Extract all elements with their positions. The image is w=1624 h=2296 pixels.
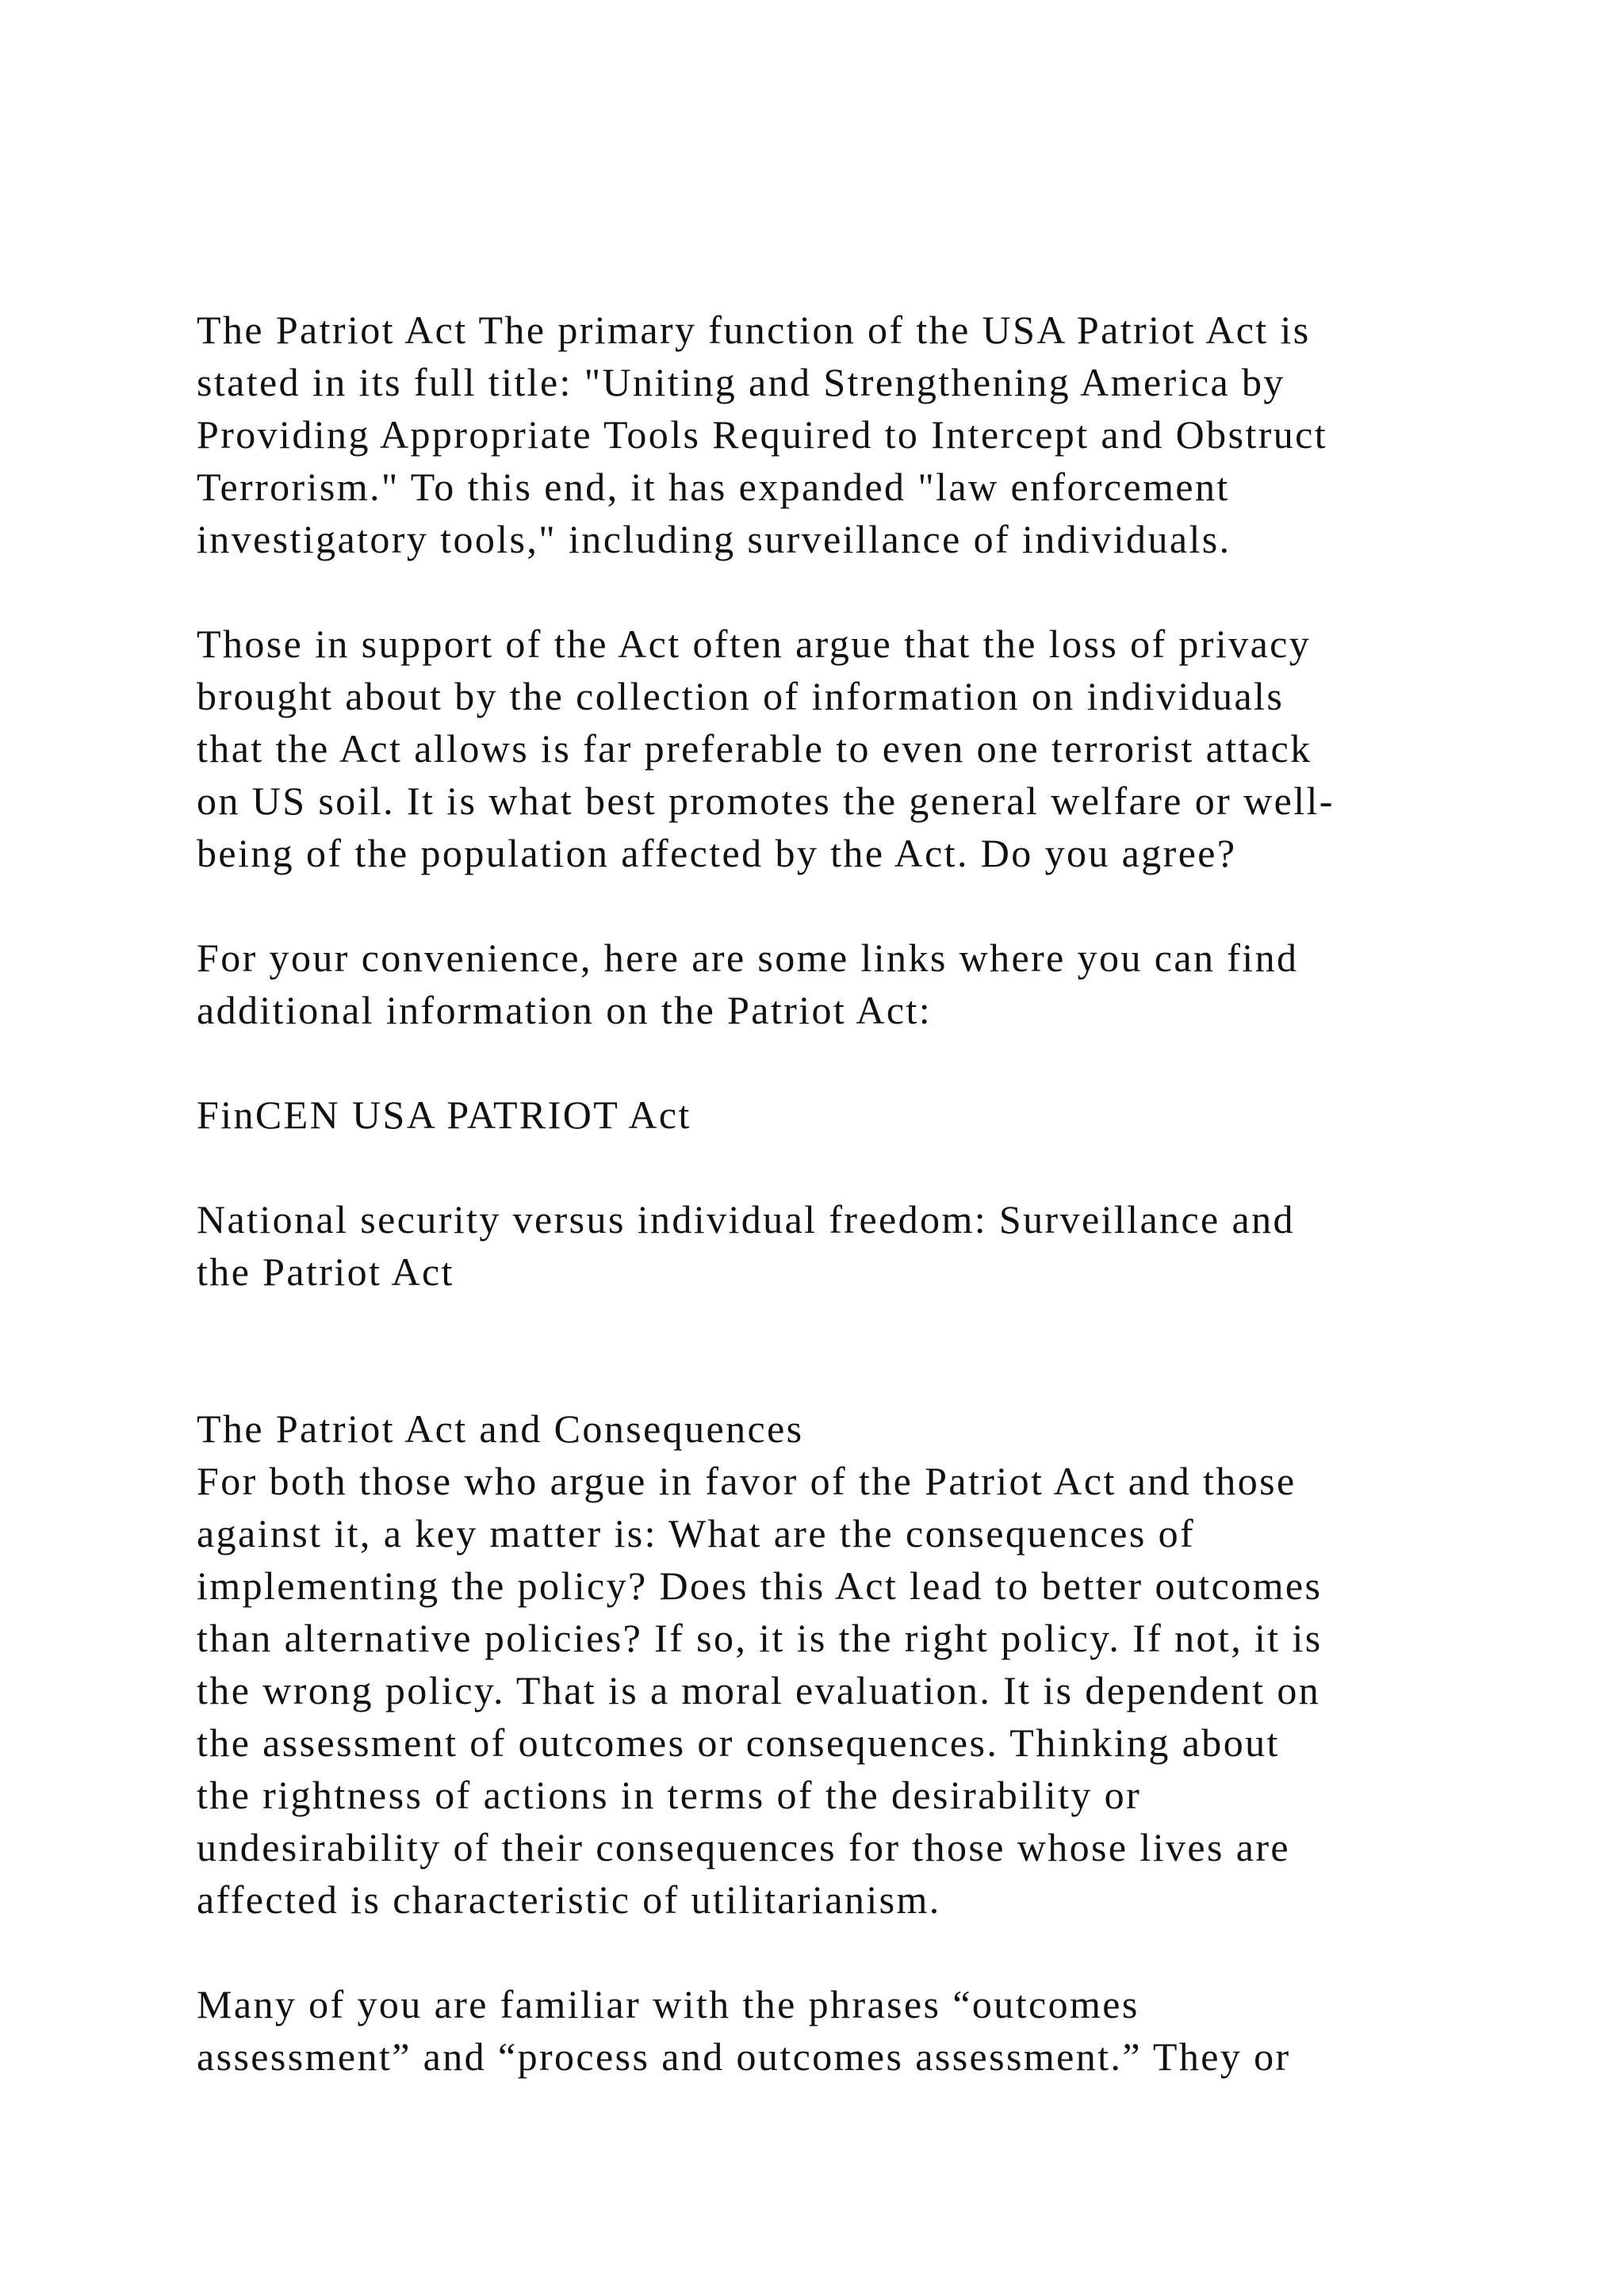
link-national-security: the Patriot Act	[197, 1249, 454, 1294]
body-line: The Patriot Act The primary function of the USA Patriot Act is	[197, 308, 1311, 352]
body-line: assessment” and “process and outcomes assessment.” They or	[197, 2034, 1291, 2079]
body-line: investigatory tools," including surveillance of individuals.	[197, 517, 1231, 561]
body-line: the wrong policy. That is a moral evaluation. It is dependent on	[197, 1668, 1321, 1712]
link-national-security: National security versus individual freedom: Surveillance and	[197, 1197, 1295, 1242]
body-line: than alternative policies? If so, it is the right policy. If not, it is	[197, 1616, 1323, 1660]
body-line: implementing the policy? Does this Act lead to better outcomes	[197, 1563, 1323, 1608]
link-fincen: FinCEN USA PATRIOT Act	[197, 1093, 691, 1137]
body-line: Many of you are familiar with the phrases “outcomes	[197, 1982, 1139, 2026]
body-line: For both those who argue in favor of the Patriot Act and those	[197, 1459, 1297, 1503]
body-line: that the Act allows is far preferable to even one terrorist attack	[197, 726, 1312, 771]
paragraph-gap	[197, 1350, 1465, 1402]
body-line: For your convenience, here are some links where you can find	[197, 936, 1299, 980]
body-line: undesirability of their consequences for those whose lives are	[197, 1825, 1290, 1869]
body-line: against it, a key matter is: What are the consequences of	[197, 1511, 1196, 1556]
body-line: additional information on the Patriot Act:	[197, 988, 933, 1032]
body-line: being of the population affected by the Act. Do you agree?	[197, 831, 1237, 875]
paragraph-gap	[197, 1926, 1465, 1978]
body-line: affected is characteristic of utilitarianism.	[197, 1877, 941, 1922]
body-line: stated in its full title: "Uniting and Strengthening America by	[197, 360, 1285, 404]
body-line: brought about by the collection of information on individuals	[197, 674, 1285, 718]
body-line: Those in support of the Act often argue that the loss of privacy	[197, 622, 1312, 666]
paragraph-gap	[197, 565, 1465, 618]
body-line: Providing Appropriate Tools Required to Intercept and Obstruct	[197, 412, 1328, 457]
body-line: the rightness of actions in terms of the desirability or	[197, 1773, 1142, 1817]
paragraph-gap	[197, 1298, 1465, 1350]
body-line: the assessment of outcomes or consequences. Thinking about	[197, 1720, 1280, 1765]
paragraph-gap	[197, 879, 1465, 932]
section-heading: The Patriot Act and Consequences	[197, 1406, 804, 1451]
body-line: Terrorism." To this end, it has expanded "law enforcement	[197, 465, 1230, 509]
paragraph-gap	[197, 1141, 1465, 1193]
body-line: on US soil. It is what best promotes the general welfare or well-	[197, 779, 1335, 823]
paragraph-gap	[197, 1036, 1465, 1089]
document-body	[197, 304, 1465, 2083]
